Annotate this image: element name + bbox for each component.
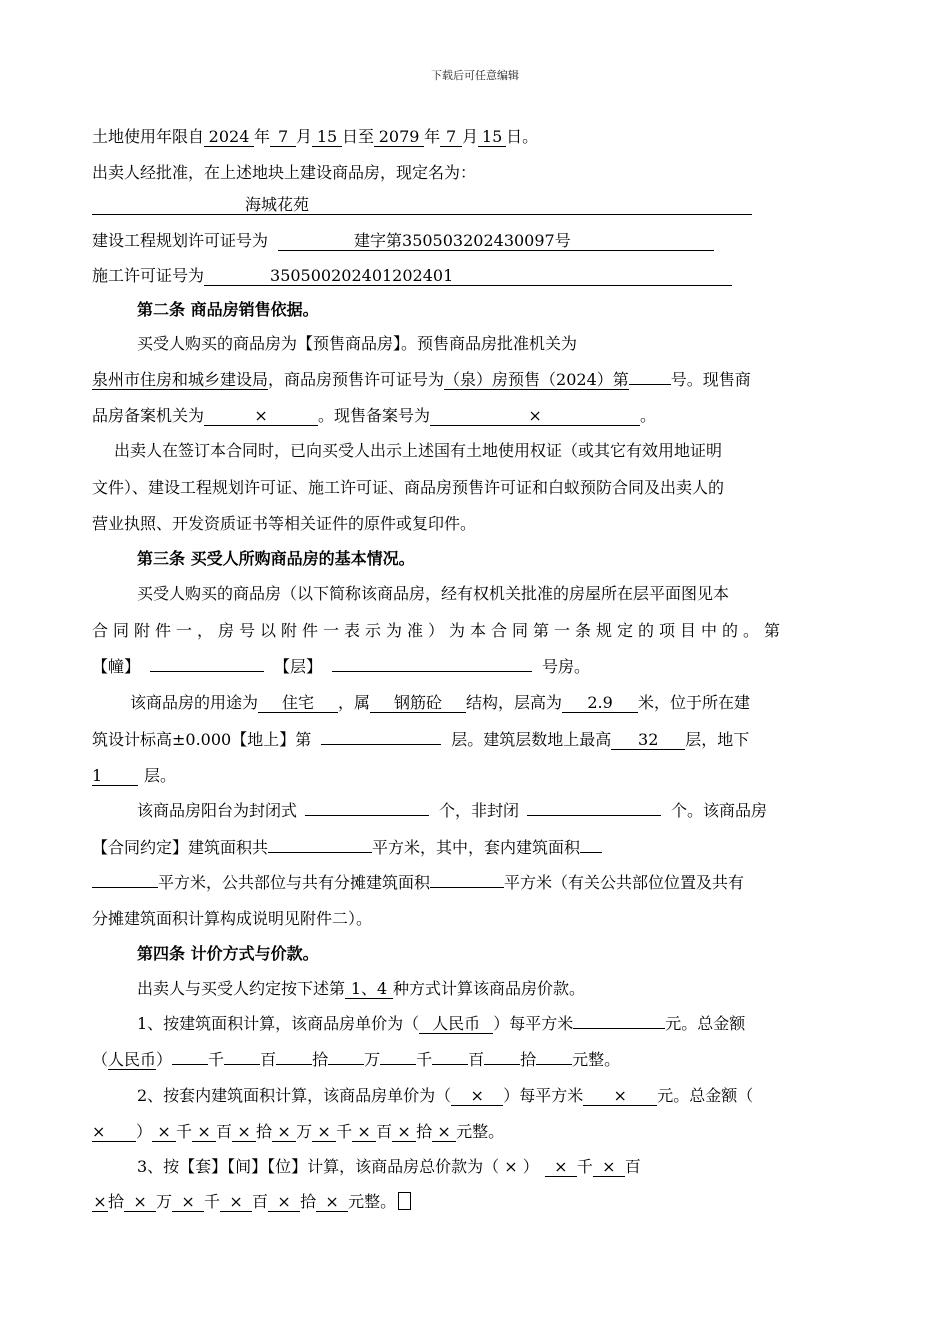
art3-area-line1: 【合同约定】建筑面积共 平方米，其中，套内建筑面积 [92, 838, 862, 858]
land-use-term: 土地使用年限自 2024 年 7 月 15 日至 2079 年 7 月 15 日。 [92, 127, 539, 146]
article-4-title: 第四条 计价方式与价款。 [137, 944, 319, 963]
art2-p2-line2: 文件）、建设工程规划许可证、施工许可证、商品房预售许可证和白蚁预防合同及出卖人的 [92, 478, 725, 497]
planning-permit: 建设工程规划许可证号为 建字第350503202430097号 [92, 231, 862, 251]
art2-p2-line3: 营业执照、开发资质证书等相关证件的原件或复印件。 [92, 514, 477, 533]
art3-floor-line: 筑设计标高±0.000【地上】第 层。建筑层数地上最高 32 层，地下 [92, 730, 750, 749]
art3-line3: 【幢】 【层】 号房。 [92, 657, 591, 676]
construction-permit: 施工许可证号为 350500202401202401 [92, 266, 862, 286]
page-header: 下载后可任意编辑 [431, 69, 519, 82]
art3-line2: 合同附件一，房号以附件一表示为准）为本合同第一条规定的项目中的。第 [92, 621, 786, 640]
art2-line2: 泉州市住房和城乡建设局，商品房预售许可证号为（泉）房预售（2024）第 号。现售商 [92, 370, 751, 389]
art2-p2-line1: 出卖人在签订本合同时，已向买受人出示上述国有土地使用权证（或其它有效用地证明 [114, 441, 723, 460]
art3-balcony-line: 该商品房阳台为封闭式 个，非封闭 个。该商品房 [137, 801, 768, 820]
art3-line1: 买受人购买的商品房（以下简称该商品房，经有权机关批准的房屋所在层平面图见本 [137, 584, 730, 603]
art4-method-line: 出卖人与买受人约定按下述第 1、4 种方式计算该商品房价款。 [137, 979, 586, 998]
paragraph-marker-box [398, 1192, 411, 1210]
art3-use-line: 该商品房的用途为 住宅 ，属 钢筋砼 结构，层高为 2.9 米，位于所在建 [130, 693, 751, 712]
article-3-title: 第三条 买受人所购商品房的基本情况。 [137, 549, 415, 568]
approval-text: 出卖人经批准，在上述地块上建设商品房，现定名为： [92, 163, 477, 182]
art4-method2-line1: 2、按套内建筑面积计算，该商品房单价为（ × ）每平方米 × 元。总金额（ [137, 1086, 754, 1105]
art4-method1-line1: 1、按建筑面积计算，该商品房单价为（ 人民币 ）每平方米 元。总金额 [137, 1014, 746, 1033]
art3-area-line2: 平方米，公共部位与共有分摊建筑面积 平方米（有关公共部位位置及共有 [92, 873, 862, 893]
project-name-line [92, 195, 862, 215]
art4-method3-line2: ×拾 × 万 × 千 × 百 × 拾 × 元整。 [92, 1192, 862, 1212]
art2-line1: 买受人购买的商品房为【预售商品房】。预售商品房批准机关为 [137, 334, 578, 353]
art4-method2-line2: × ） × 千 × 百 × 拾 × 万 × 千 × 百 × 拾 × 元整。 [92, 1122, 505, 1141]
project-name: 海城花苑 [245, 195, 310, 214]
art4-method1-line2: （人民币） 千 百 拾 万 千 百 拾 元整。 [92, 1050, 621, 1069]
art3-area-line3: 分摊建筑面积计算构成说明见附件二）。 [92, 909, 373, 928]
art3-underground-line: 1 层。 [92, 766, 177, 785]
art2-line3: 品房备案机关为 × 。现售备案号为 × 。 [92, 406, 657, 425]
art4-method3-line1: 3、按【套】【间】【位】计算，该商品房总价款为（ × ） × 千 × 百 [137, 1157, 641, 1176]
article-2-title: 第二条 商品房销售依据。 [137, 300, 319, 319]
